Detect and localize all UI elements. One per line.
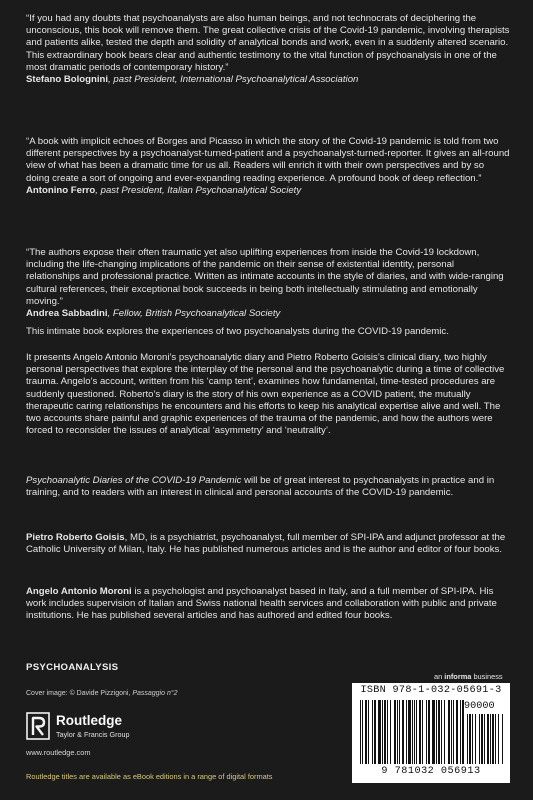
publisher-logo	[26, 711, 166, 741]
informa-tagline	[434, 672, 503, 681]
informa-suffix: business	[471, 672, 503, 681]
barcode-bar	[378, 700, 381, 764]
barcode-bar	[382, 700, 383, 764]
informa-brand: informa	[444, 672, 472, 681]
quote-text: “The authors expose their often traumatic yet also uplifting experiences from inside the Covid-19 lockdown, including the life-changing implications of the pandemic on their sense of existential identity, personal relationships and professional practice. Written as intimate accounts in the style of diaries, and with wide-ranging cultural references, their exceptional book succeeds in being both intellectually stimulating and emotionally moving.”	[26, 247, 504, 307]
quote-author-name: Stefano Bolognini	[26, 74, 109, 86]
barcode-bar	[426, 700, 427, 764]
barcode-bar	[502, 714, 503, 764]
cover-credit-prefix: Cover image: © Davide Pizzigoni,	[26, 690, 133, 697]
quote-2	[26, 136, 510, 197]
barcode-bar	[387, 700, 388, 764]
publisher-group: Taylor & Francis Group	[56, 730, 130, 739]
barcode-bar	[432, 700, 435, 764]
description-paragraph	[26, 475, 510, 499]
author-bio-2	[26, 586, 510, 623]
quote-attribution	[26, 308, 510, 320]
barcode-bar	[472, 714, 473, 764]
barcode-bar	[441, 700, 442, 764]
author-bio-text: , MD, is a psychiatrist, psychoanalyst, full member of SPI-IPA and adjunct professor at the Catholic University of Milan, Italy. He has published numerous articles and is the author and editor of four books.	[26, 532, 506, 556]
barcode-digits: 9 781032 056913	[381, 766, 481, 777]
routledge-r-logo-icon	[26, 711, 50, 741]
barcode-bar	[479, 714, 480, 764]
price-code: 90000	[464, 701, 495, 712]
quote-author-role: , past President, Italian Psychoanalytical Society	[95, 184, 302, 196]
quote-attribution	[26, 185, 510, 197]
informa-prefix: an	[434, 672, 445, 681]
barcode-bar	[484, 714, 485, 764]
barcode-bar	[362, 700, 363, 764]
barcode-bar	[394, 700, 396, 764]
barcode-bar	[436, 700, 437, 764]
barcode-bar	[469, 714, 471, 764]
barcode-bar	[462, 700, 464, 764]
barcode-bar	[368, 700, 369, 764]
barcode-bar	[384, 700, 386, 764]
barcode-bar	[365, 700, 367, 764]
ebook-note: Routledge titles are available as eBook editions in a range of digital formats	[26, 772, 273, 781]
barcode-bar	[428, 700, 430, 764]
barcode-bar	[412, 700, 413, 764]
book-title: Psychoanalytic Diaries of the COVID-19 Pandemic	[26, 475, 242, 486]
quote-text: “A book with implicit echoes of Borges and Picasso in which the story of the Covid-19 pandemic is told from two different perspectives by a psychoanalyst-turned-patient and a psychoanalyst-turned-reporter. It gives an all-round view of what has been a dramatic time for us all. Readers will enrich it with their own perspectives and by so doing create a sort of ongoing and ever-expanding reading experience. A profound book of deep reflection.”	[26, 136, 510, 184]
description-body	[26, 352, 510, 437]
barcode-bar	[492, 714, 494, 764]
barcode-bar	[451, 700, 452, 764]
quote-3	[26, 247, 510, 320]
quote-text: “If you had any doubts that psychoanalysts are also human beings, and not technocrats of deciphering the unconscious, this book will remove them. The great collective crisis of the Covid-19 pandemic, involving therapists and patients alike, tested the depth and solidity of analytical bonds and work, even in a suddenly altered scenario. This extraordinary book bears clear and authentic testimony to the vital function of psychoanalysis in one of the most dramatic periods of contemporary history.”	[26, 13, 510, 73]
description-paragraph: This intimate book explores the experiences of two psychoanalysts during the COVID-19 pandemic.	[26, 326, 449, 337]
quote-author-name: Antonino Ferro	[26, 184, 96, 196]
quote-1	[26, 13, 510, 86]
isbn-label: ISBN 978-1-032-05691-3	[360, 685, 502, 696]
barcode-bar	[460, 700, 461, 764]
quote-attribution	[26, 74, 510, 86]
description-audience-text: will be of great interest to psychoanalysts in practice and in training, and to readers with an interest in clinical and personal accounts of the COVID-19 pandemic.	[26, 475, 495, 499]
barcode-bar	[453, 700, 454, 764]
barcode-bar	[448, 700, 450, 764]
barcode-panel	[352, 683, 510, 783]
author-bio	[26, 532, 510, 556]
publisher-name: Routledge	[56, 713, 122, 728]
author-bio-1	[26, 532, 510, 556]
description-audience	[26, 475, 510, 499]
barcode-bar	[406, 700, 407, 764]
barcode-bar	[397, 700, 398, 764]
category-label: PSYCHOANALYSIS	[26, 662, 119, 673]
barcode-bar	[419, 700, 421, 764]
barcode-bar	[438, 700, 440, 764]
barcode-bar	[399, 700, 400, 764]
barcode-bar	[374, 700, 376, 764]
barcode-bar	[390, 700, 391, 764]
cover-credit-title: Passaggio n°2	[132, 690, 178, 697]
barcode-bar	[414, 700, 415, 764]
barcode-bar	[422, 700, 423, 764]
cover-credit	[26, 690, 178, 697]
barcode-bar	[498, 714, 499, 764]
author-bio	[26, 586, 510, 623]
quote-author-role: , past President, International Psychoanalytical Association	[108, 74, 359, 86]
barcode-bar	[495, 714, 496, 764]
barcode-bar	[416, 700, 417, 764]
barcode-bar	[487, 714, 489, 764]
author-bio-text: is a psychologist and psychoanalyst based in Italy, and a full member of SPI-IPA. His work includes supervision of Italian and Swiss national health services and collaboration with public and private institutions. He has published several articles and has authored and edited four books.	[26, 586, 497, 622]
author-name: Angelo Antonio Moroni	[26, 586, 132, 597]
barcode-bar	[372, 700, 373, 764]
barcode-bar	[456, 700, 458, 764]
barcode-bar	[408, 700, 411, 764]
description-paragraph: It presents Angelo Antonio Moroni’s psychoanalytic diary and Pietro Roberto Goisis’s clinical diary, two highly personal perspectives that explore the interplay of the personal and the psychoanalytic during a time of collective trauma. Angelo’s account, written from his ‘camp tent’, examines how fundamental, time-tested procedures are suddenly questioned. Roberto’s diary is the story of his own experience as a COVID patient, the mutually therapeutic caring relationships he encounters and his efforts to keep his analytical expertise alive and well. The two accounts share painful and graphic experiences of the trauma of the pandemic, and how the authors were forced to reconsider the issues of analytical ‘asymmetry’ and ‘neutrality’.	[26, 352, 505, 437]
quote-author-role: , Fellow, British Psychoanalytical Society	[107, 308, 281, 320]
barcode-bar	[490, 714, 491, 764]
description-intro	[26, 326, 510, 338]
barcode-bar	[467, 714, 468, 764]
barcode-bar	[360, 700, 361, 764]
barcode-bar	[481, 714, 483, 764]
author-name: Pietro Roberto Goisis	[26, 532, 125, 543]
barcode-bar	[402, 700, 404, 764]
barcode-bar	[475, 714, 476, 764]
quote-author-name: Andrea Sabbadini	[26, 308, 108, 320]
addon-barcode-icon	[467, 714, 503, 764]
ean13-barcode-icon	[360, 700, 464, 764]
barcode-bar	[444, 700, 445, 764]
publisher-website[interactable]: www.routledge.com	[26, 748, 91, 757]
